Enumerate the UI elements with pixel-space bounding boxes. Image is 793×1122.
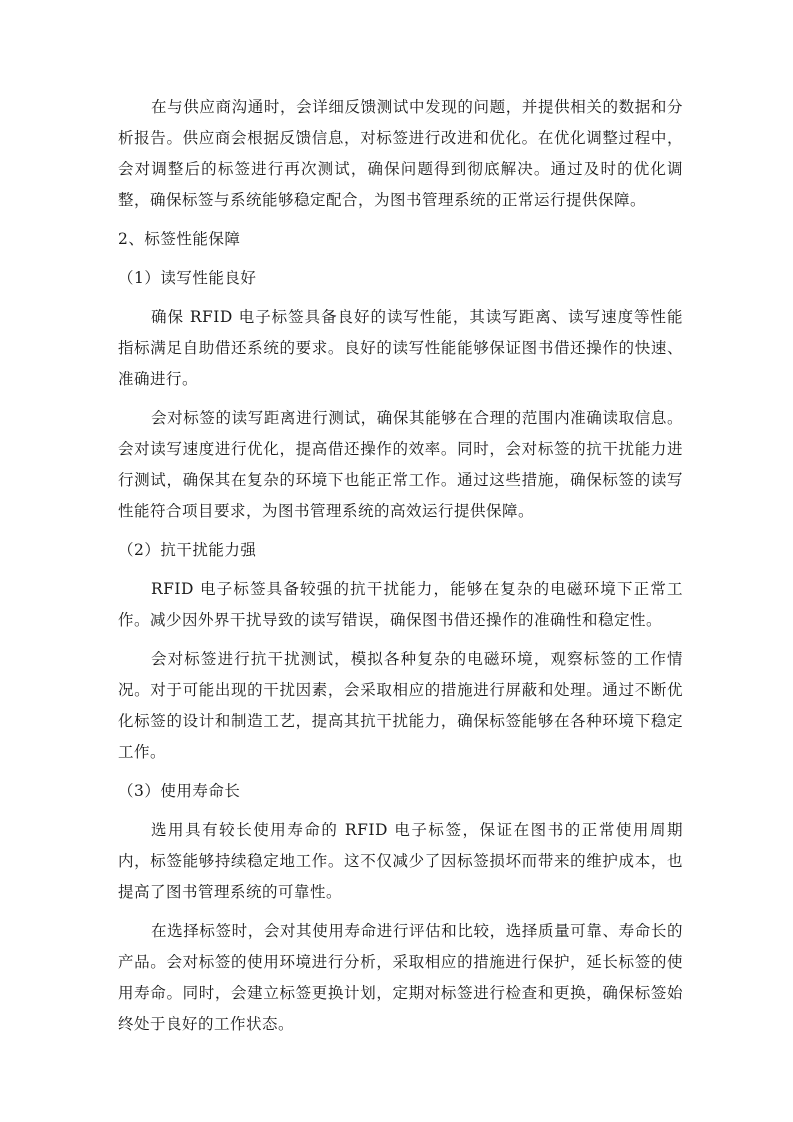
paragraph-read-write-2: 会对标签的读写距离进行测试，确保其能够在合理的范围内准确读取信息。会对读写速度进行优化，提高借还操作的效率。同时，会对标签的抗干扰能力进行测试，确保其在复杂的环境下也能正常工作。通过这些措施，确保标签的读写性能符合项目要求，为图书管理系统的高效运行提供保障。 bbox=[118, 409, 683, 520]
paragraph-lifespan-1: 选用具有较长使用寿命的 RFID 电子标签，保证在图书的正常使用周期内，标签能够持续稳定地工作。这不仅减少了因标签损坏而带来的维护成本，也提高了图书管理系统的可靠性。 bbox=[118, 821, 683, 901]
paragraph-read-write-1: 确保 RFID 电子标签具备良好的读写性能，其读写距离、读写速度等性能指标满足自助借还系统的要求。良好的读写性能能够保证图书借还操作的快速、准确进行。 bbox=[118, 308, 683, 388]
subheading-anti-interference: （2）抗干扰能力强 bbox=[118, 541, 257, 559]
subheading-lifespan: （3）使用寿命长 bbox=[118, 782, 241, 800]
section-heading-tag-performance: 2、标签性能保障 bbox=[118, 230, 241, 248]
subheading-read-write: （1）读写性能良好 bbox=[118, 269, 257, 287]
paragraph-anti-interference-2: 会对标签进行抗干扰测试，模拟各种复杂的电磁环境，观察标签的工作情况。对于可能出现的干扰因素，会采取相应的措施进行屏蔽和处理。通过不断优化标签的设计和制造工艺，提高其抗干扰能力，确保标签能够在各种环境下稳定工作。 bbox=[118, 650, 683, 761]
document-page bbox=[118, 92, 683, 1048]
paragraph-lifespan-2: 在选择标签时，会对其使用寿命进行评估和比较，选择质量可靠、寿命长的产品。会对标签的使用环境进行分析，采取相应的措施进行保护，延长标签的使用寿命。同时，会建立标签更换计划，定期对标签进行检查和更换，确保标签始终处于良好的工作状态。 bbox=[118, 922, 683, 1033]
paragraph-anti-interference-1: RFID 电子标签具备较强的抗干扰能力，能够在复杂的电磁环境下正常工作。减少因外界干扰导致的读写错误，确保图书借还操作的准确性和稳定性。 bbox=[118, 580, 683, 629]
paragraph-supplier-communication: 在与供应商沟通时，会详细反馈测试中发现的问题，并提供相关的数据和分析报告。供应商会根据反馈信息，对标签进行改进和优化。在优化调整过程中，会对调整后的标签进行再次测试，确保问题得到彻底解决。通过及时的优化调整，确保标签与系统能够稳定配合，为图书管理系统的正常运行提供保障。 bbox=[118, 98, 683, 209]
